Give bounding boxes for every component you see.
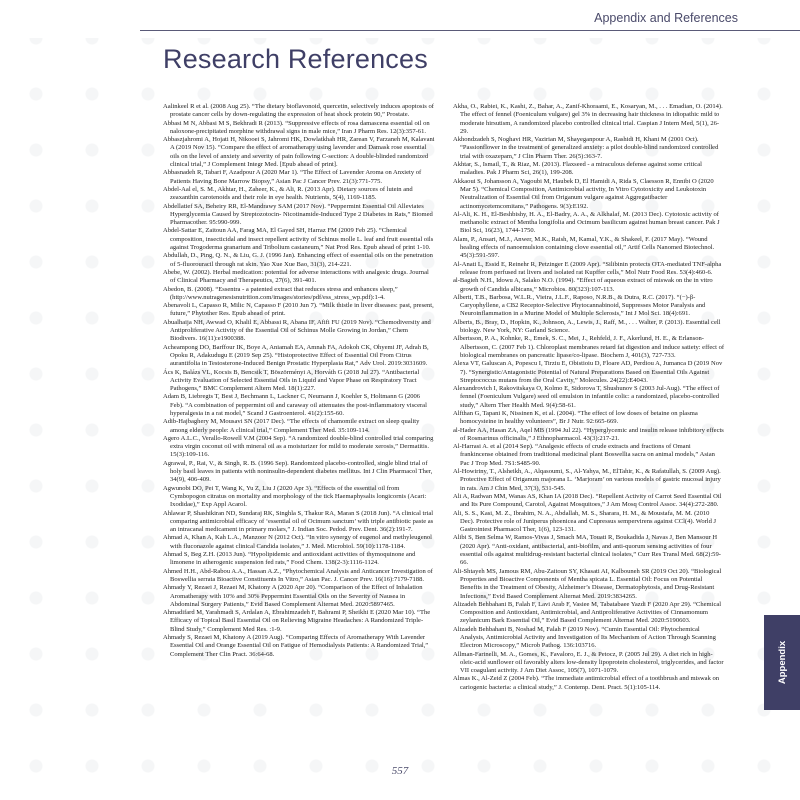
header-rule [140,30,800,31]
reference-entry: Akha, O., Rabiei, K., Kashi, Z., Bahar, A., Zanif-Khoraami, E., Kosaryan, M., . . . Emadian, O. (2014). The effect of fennel (Foeniculum vulgare) gel 3% in decreasing hair thickness in idiopathic mild to moderate hirsutism, A randomized placebo controlled clinical trial. Caspian J Intern Med, 5(1), 26-29. [453,103,723,135]
reference-entry: al-Hader AA, Hasan ZA, Aqel MB (1994 Jul 22). “Hyperglycemic and insulin release inhibitory effects of Rosmarinus officinalis,” J Ethnopharmacol. 43(3):217-21. [453,426,724,442]
reference-entry: Agero A.L.C., Verallo-Rowell V.M (2004 Sep). “A randomized double-blind controlled trial comparing extra virgin coconut oil with mineral oil as a moisturizer for mild to moderate xerosis,” Dermatitis. 15(3):109-116. [163,434,434,459]
reference-entry: Abedon, B. (2008). “Essentra - a patented extract that reduces stress and enhances sleep,” (http://www.nutragenesisnutrition.com/images/stories/pdf/ess_stress_wp.pdf):1-4. [163,285,398,301]
reference-columns [163,103,725,692]
reference-entry: Alizadeh Behbahani B, Falah F, Lavi Arab F, Vasiee M, Tabatabaee Yazdi F (2020 Apr 29). “Chemical Composition and Antioxidant, Antimicrobial, and Antiproliferative Activities of Cinnamomum zeylanicum Bark Essential Oil,” Evid Based Complement Alternat Med. 2020:5190603. [453,600,722,625]
reference-entry: Alfthan G, Tapani K, Nissinen K, et al. (2004). “The effect of low doses of betaine on plasma homocysteine in healthy volunteers”, Br J Nutr. 92:665-669. [453,409,698,426]
page-number: 557 [391,765,409,777]
reference-entry: Aalinkeel R et al. (2008 Aug 25). “The dietary bioflavonoid, quercetin, selectively induces apoptosis of prostate cancer cells by down-regulating the expression of heat shock protein 90,” Prostate. [163,103,434,119]
reference-entry: Ács K, Balázs VL, Kocsis B, Bencsik T, Böszörményi A, Horváth G (2018 Jul 27). “Antibacterial Activity Evaluation of Selected Essential Oils in Liquid and Vapor Phase on Respiratory Tract Pathogens,” BMC Complement Altern Med. 18(1):227. [163,368,420,393]
reference-entry: Ali, S. S., Kasi, M. Z., Ibrahim, N. A., Abdallah, M. S., Sharara, H. M., & Moustafa, M. M. (2010 Dec). Protective role of Juniperus phoenicea and Cupressus sempervirens against CCl(4). World J Gastrointest Pharmacol Ther, 1(6), 123-131. [453,509,717,534]
reference-entry: Ahmed H.H., Abd-Rabou A.A., Hassan A.Z., “Phytochemical Analysis and Anticancer Investigation of Boswellia serrata Bioactive Constituents In Vitro,” Asian Pac. J. Cancer Prev. 16(16):7179-7188. [163,567,433,583]
reference-entry: al-Bagieh N.H., Idowu A, Salako N.O. (1994). “Effect of aqueous extract of miswak on the in vitro growth of Candida albicans,” Microbios. 80(323):107-113. [453,277,713,293]
appendix-side-tab [764,615,800,710]
page-title: Research References [163,44,428,74]
reference-entry: Alexandrovich I, Rakovitskaya O, Kolmo E, Sidorova T, Shushunov S (2003 Jul-Aug). “The effect of fennel (Foeniculum Vulgare) seed oil emulsion in infantile colic: a randomized, placebo-controlled study,” Altern Ther Health Med. 9(4):58-61. [453,385,720,409]
reference-entry: Alibi S, Ben Selma W, Ramos-Vivas J, Smach MA, Touati R, Boukadida J, Navas J, Ben Mansour H (2020 Apr). “Anti-oxidant, antibacterial, anti-biofilm, and anti-quorum sensing activities of four essential oils against multidrug-resistant bacterial clinical isolates,” Curr Res Transl Med. 68(2):59-66. [453,534,721,567]
side-tab-label: Appendix [776,640,788,685]
reference-entry: Abdel-Sattar E, Zaitoun AA, Farag MA, El Gayed SH, Harraz FM (2009 Feb 25). “Chemical composition, insecticidal and insect repellent activity of Schinus molle L. leaf and fruit essential oils against Trogoderma granarium and Tribolium castaneum,” Nat Prod Res. Epub ahead of print 1-10. [163,227,434,252]
reference-entry: Ahmad A, Khan A, Kah L.A., Manzoor N (2012 Oct). “In vitro synergy of eugenol and methyleugenol with fluconazole against clinical Candida isolates,” J. Med. Microbiol. 59(10):1178-1184. [163,534,432,550]
reference-entry: Al-Anati L, Essid E, Reinehr R, Petzinger E (2009 Apr). “Silibinin protects OTA-mediated TNF-alpha release from perfused rat livers and isolated rat Kupffer cells,” Mol Nutr Food Res. 53(4):460-6. [453,260,722,276]
reference-entry: Ahmady Y, Rezaei J, Rezaei M, Khatony A (2020 Apr 20). “Comparison of the Effect of Inhalation Aromatherapy with 10% and 30% Peppermint Essential Oils on the Severity of Nausea in Abdominal Surgery Patients,” Evid Based Complement Alternat Med. 2020:5897465. [163,584,423,608]
reference-entry: Alam, P., Ansari, M.J., Anwer, M.K., Raish, M, Kamal, Y.K., & Shakeel, F. (2017 May). “Wound healing effects of nanoemulsion containing clove essential oil,” Artif Cells Nanomed Biotechnol. 45(3):591-597. [453,235,715,260]
running-header: Appendix and References [594,11,738,25]
reference-entry: Al-Howiriny, T., Alsheikh, A., Alqasoumi, S., Al-Yahya, M., ElTahir, K., & Rafatullah, S. (2009 Aug). Protective Effect of Origanum majorana L. ‘Marjoram’ on various models of gastric mucosal injury in rats. Am J Chin Med, 37(3), 531-545. [453,468,721,492]
reference-entry: Ahmad S, Beg Z.H. (2013 Jun). “Hypolipidemic and antioxidant activities of thymoquinone and limonene in atherogenic suspension fed rats,” Food Chem. 138(2-3):1116-1124. [163,551,416,567]
reference-entry: Adib-Hajbaghery M, Mousavi SN (2017 Dec). “The effects of chamomile extract on sleep quality among elderly people: A clinical trial,” Complement Ther Med. 35:109-114. [163,418,420,434]
reference-entry: Akhtar, S., Ismail, T., & Riaz, M. (2013). Flaxseed - a miraculous defense against some critical maladies. Pak J Pharm Sci, 26(1), 199-208. [453,161,702,177]
reference-entry: Abualhaija NH, Awwad O, Khalil E, Abbassi R, Abana IF, Afifi FU (2019 Nov). “Chemodiversity and Antiproliferative Activity of the Essential Oil of Schinus Molle Growing in Jordan,” Chem Biodivers. 16(11):e1900388. [163,318,431,343]
reference-entry: Allman-Farinelli, M. A., Gomes, K., Favaloro, E. J., & Petocz, P. (2005 Jul 29). A diet rich in high-oleic-acid sunflower oil favorably alters low-density lipoprotein cholesterol, triglycerides, and factor VII coagulant activity. J Am Diet Assoc, 105(7), 1071-1079. [453,650,724,675]
reference-entry: Akhondzadeh S, Noghavi HR, Vazirian M, Shayeganpour A, Rashidi H, Khani M (2001 Oct). “Passionflower in the treatment of generalized anxiety: a pilot double-blind randomized controlled trial with oxazepam,” J Clin Pharm Ther. 26(5):363-7. [453,136,719,160]
left-column [163,103,435,692]
reference-entry: Al-Harrasi A. et al (2014 Sep). “Analgesic effects of crude extracts and fractions of Omani frankincense obtained from traditional medicinal plant Boswellia sacra on animal models,” Asian Pac J Trop Med. 7S1:S485-90. [453,443,715,467]
reference-entry: Alberts, B., Bray, D., Hopkin, K., Johnson, A., Lewis, J., Raff, M., . . . Walter, P. (2013). Essential cell biology. New York, NY: Garland Science. [453,318,721,335]
reference-entry: Abdellatief SA, Beheiry RR, El-Mandrawy SAM (2017 Nov). “Peppermint Essential Oil Alleviates Hyperglycemia Caused by Streptozotocin- Nicotinamide-Induced Type 2 Diabetes in Rats,” Biomed Pharmacother. 95:990-999. [163,202,433,227]
reference-entry: Ahmadifard M, Yarahmadi S, Ardalan A, Ebrahimzadeh F, Bahrami P, Sheikhi E (2020 Mar 10). “The Efficacy of Topical Basil Essential Oil on Relieving Migraine Headaches: A Randomized Triple-Blind Study,” Complement Med Res. :1-9. [163,609,431,633]
reference-entry: Abebe, W. (2002). Herbal medication: potential for adverse interactions with analgesic drugs. Journal of Clinical Pharmacy and Therapeutics, 27(6), 391-401. [163,268,429,285]
reference-entry: Albertsson, P. A., Kohnke, R., Emek, S. C., Mei, J., Rehfeld, J. F., Akerlund, H. E., & Erlanson-Albertsson, C. (2007 Feb 1). Chloroplast membranes retard fat digestion and induce satiety: effect of biological membranes on pancreatic lipase/co-lipase. Biochem J, 401(3), 727-733. [453,335,725,359]
right-column [453,103,725,692]
reference-entry: Ahmady S, Rezaei M, Khatony A (2019 Aug). “Comparing Effects of Aromatherapy With Lavender Essential Oil and Orange Essential Oil on Fatigue of Hemodialysis Patients: A Randomized Trial,” Complement Ther Clin Pract. 36:64-68. [163,634,429,658]
reference-entry: Alberti, T.B., Barbosa, W.L.R., Vieira, J.L.F., Raposo, N.R.B., & Dutra, R.C. (2017). “(−)-β-Caryophyllene, a CB2 Receptor-Selective Phytocannabinoid, Suppresses Motor Paralysis and Neuroinflammation in a Murine Model of Multiple Sclerosis,” Int J Mol Sci. 18(4):691. [453,293,706,318]
reference-entry: Abbaszjahromi A, Hojati H, Nikooei S, Jahromi HK, Dowlatkhah HR, Zarean V, Farzaneh M, Kalavani A (2019 Nov 15). “Compare the effect of aromatherapy using lavender and Damask rose essential oils on the level of anxiety and severity of pain following C-section: A double-blinded randomized clinical trial,” J Complement Integr Med. [Epub ahead of print]. [163,136,435,169]
reference-entry: Abdel-Aal el, S. M., Akhtar, H., Zaheer, K., & Ali, R. (2013 Apr). Dietary sources of lutein and zeaxanthin carotenoids and their role in eye health. Nutrients, 5(4), 1169-1185. [163,185,413,202]
reference-entry: Alexa VT, Galuscan A, Popescu I, Tirziu E, Obistioiu D, Floare AD, Perdiou A, Jumanca D (2019 Nov 7). “Synergistic/Antagonistic Potential of Natural Preparations Based on Essential Oils Against Streptococcus mutans from the Oral Cavity,” Molecules. 24(22):E4043. [453,360,723,384]
reference-entry: Al-Ali, K. H., El-Beshbishy, H. A., El-Badry, A. A., & Alkhalaf, M. (2013 Dec). Cytotoxic activity of methanolic extract of Mentha longifolia and Ocimum basilicum against human breast cancer. Pak J Biol Sci, 16(23), 1744-1750. [453,210,720,235]
reference-entry: Ali-Shtayeh MS, Jamous RM, Abu-Zaitoun SY, Khasati AI, Kalbouneh SR (2019 Oct 20). “Biological Properties and Bioactive Components of Mentha spicata L. Essential Oil: Focus on Potential Benefits in the Treatment of Obesity, Alzheimer’s Disease, Dermatophytosis, and Drug-Resistant Infections,” Evid Based Complement Alternat Med. 2019:3834265. [453,567,722,600]
reference-entry: Abdullah, D., Ping, Q. N., & Liu, G. J. (1996 Jan). Enhancing effect of essential oils on the penetration of 5-fluorouracil through rat skin. Yao Xue Xue Bao, 31(3), 214-221. [163,252,433,268]
reference-entry: Agrawal, P., Rai, V., & Singh, R. B. (1996 Sep). Randomized placebo-controlled, single blind trial of holy basil leaves in patients with noninsulin-dependent diabetes mellitus. Int J Clin Pharmacol Ther, 34(9), 406-409. [163,459,433,484]
reference-entry: Ali A, Radwan MM, Wanas AS, Khan IA (2018 Dec). “Repellent Activity of Carrot Seed Essential Oil and Its Pure Compound, Carotol, Against Mosquitoes,” J Am Mosq Control Assoc. 34(4):272-280. [453,492,722,509]
reference-entry: Adam B, Liebregts T, Best J, Bechmann L, Lackner C, Neumann J, Koehler S, Holtmann G (2006 Feb). “A combination of peppermint oil and caraway oil attenuates the post-inflammatory visceral hyperalgesia in a rat model,” Scand J Gastroenterol. 41(2):155-60. [163,393,427,417]
reference-entry: Ahlawar P, Shashikiran ND, Sundaraj RK, Singhla S, Thakur RA, Maran S (2018 Jun). “A clinical trial comparing antimicrobial efficacy of ‘essential oil of Ocimum sanctum’ with triple antibiotic paste as an intracanal medicament in primary molars,” J. Indian Soc. Pedod. Prev. Dent. 36(2):191-7. [163,509,434,534]
reference-entry: Almas K., Al-Zeid Z (2004 Feb). “The immediate antimicrobial effect of a toothbrush and miswak on cariogenic bacteria: a clinical study,” J. Contemp. Dent. Pract. 5(1):105-114. [453,675,720,691]
reference-entry: Agwunobi DO, Pei T, Wang K, Yu Z, Liu J (2020 Apr 3). “Effects of the essential oil from Cymbopogon citratus on mortality and morphology of the tick Haemaphysalis longicornis (Acari: Ixodidae),” Exp Appl Acarol. [163,484,427,509]
reference-entry: Akkaoui S, Johansson A, Yagoubi M, Haubek D, El Hamidi A, Rida S, Claesson R, Ennibi O (2020 Mar 5). “Chemical Composition, Antimicrobial activity, In Vitro Cytotoxicity and Leukotoxin Neutralization of Essential Oil from Origanum vulgare against Aggregatibacter actinomycetemcomitans,” Pathogens. 9(3):E192. [453,177,714,210]
reference-entry: Abbasi M N, Abbasi M S, Bekhradi R (2013). “Suppressive effects of rosa damascena essential oil on naloxone-precipitated morphine withdrawal signs in male mice,” Iran J Pharm Res. 12(3):357-61. [163,119,430,135]
reference-entry: Alizadeh Behbahani B, Noshad M, Falah F (2019 Nov). “Cumin Essential Oil: Phytochemical Analysis, Antimicrobial Activity and Investigation of Its Mechanism of Action Through Scanning Electron Microscopy,” Microb Pathog. 136:103716. [453,625,716,650]
reference-entry: Abenavoli L, Capasso R, Milic N, Capasso F (2010 Jun 7). “Milk thistle in liver diseases: past, present, future,” Phytother Res. Epub ahead of print. [163,302,434,318]
reference-entry: Abbasnadeh R, Tabari F, Azadpour A (2020 Mar 1). “The Effect of Lavender Aroma on Anxiety of Patients Having Bone Marrow Biopsy,” Asian Pac J Cancer Prev. 21(3):771-775. [163,169,422,185]
reference-entry: Acheampong DO, Barffour IK, Boye A, Aniamah EA, Amnah FA, Adokoh CK, Ohyemi JF, Adrah B, Opoku R, Adakudugu E (2019 Sep 25). “Histoprotective Effect of Essential Oil From Citrus aurantifolia in Testosterone-Induced Benign Prostatic Hyperplasia Rat,” Adv Urol. 2019:3031609. [163,343,429,368]
